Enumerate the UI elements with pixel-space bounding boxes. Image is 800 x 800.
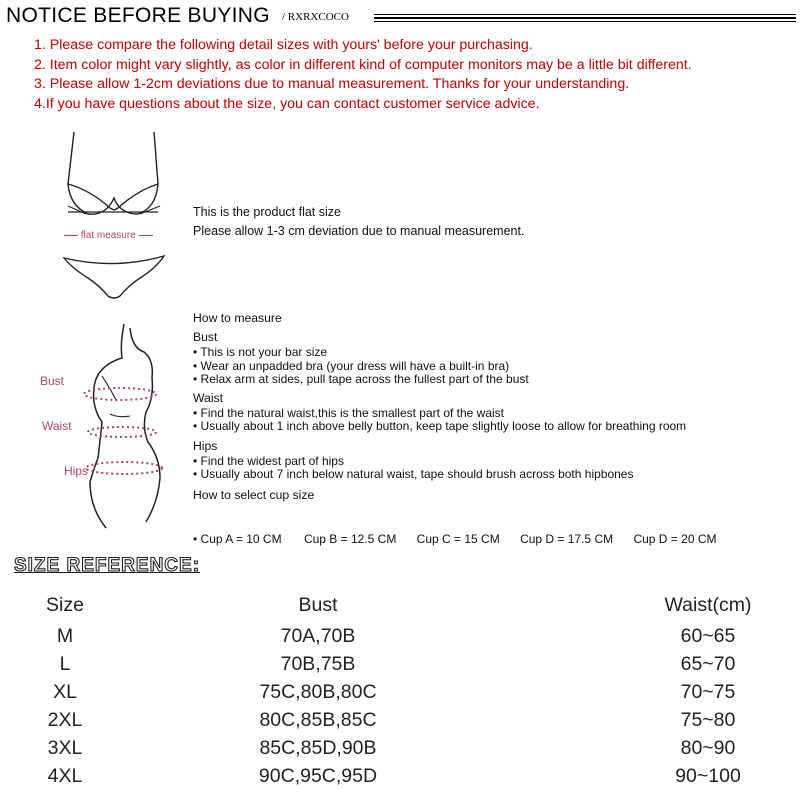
table-row <box>0 765 800 791</box>
bust-point: • Wear an unpadded bra (your dress will have a built-in bra) <box>193 358 510 373</box>
table-row <box>0 625 800 651</box>
table-row <box>0 653 800 679</box>
cup-size-list <box>193 532 734 546</box>
how-to-measure <box>193 309 793 504</box>
size-cell: 3XL <box>47 737 83 759</box>
bust-label: Bust <box>40 374 65 388</box>
size-cell: 2XL <box>47 709 83 731</box>
bust-cell: 70B,75B <box>280 653 356 675</box>
bikini-bottom-icon <box>60 248 170 303</box>
waist-point: • Find the natural waist,this is the smallest part of the waist <box>193 405 505 420</box>
flat-size-line: Please allow 1-3 cm deviation due to manual measurement. <box>193 224 525 238</box>
size-cell: 4XL <box>47 765 83 787</box>
bust-cell: 80C,85B,85C <box>259 709 377 731</box>
table-row <box>0 681 800 707</box>
header-rule <box>374 17 796 19</box>
size-reference-title: SIZE REFERENCE: <box>14 555 201 576</box>
notice-item: 3. Please allow 1-2cm deviations due to manual measurement. Thanks for your understanding. <box>34 76 630 92</box>
measure-heading: How to measure <box>193 311 282 325</box>
bust-cell: 70A,70B <box>280 625 356 647</box>
hips-point: • Find the widest part of hips <box>193 453 344 468</box>
cup-item: Cup D = 17.5 CM <box>520 532 614 546</box>
waist-point: • Usually about 1 inch above belly button, keep tape slightly loose to allow for breathing room <box>193 419 687 433</box>
bust-title: Bust <box>193 330 218 344</box>
cup-title: How to select cup size <box>193 487 315 502</box>
hips-label: Hips <box>64 464 89 478</box>
flat-size-line: This is the product flat size <box>193 205 341 219</box>
notice-item: 4.If you have questions about the size, you can contact customer service advice. <box>34 95 540 112</box>
waist-cell: 70~75 <box>680 681 736 703</box>
notice-item: 2. Item color might vary slightly, as color in different kind of computer monitors may be a little bit different. <box>34 56 692 73</box>
notice-list <box>34 36 794 114</box>
header-rule <box>374 14 796 15</box>
flat-size-text <box>193 203 524 241</box>
bust-cell: 90C,95C,95D <box>258 765 378 787</box>
bust-cell: 85C,85D,90B <box>259 737 377 759</box>
waist-cell: 90~100 <box>675 765 741 787</box>
cup-item: • Cup A = 10 CM <box>193 532 282 546</box>
waist-cell: 65~70 <box>680 653 736 675</box>
bust-point: • This is not your bar size <box>193 345 328 359</box>
header-bust: Bust <box>298 594 338 616</box>
bust-point: • Relax arm at sides, pull tape across the fullest part of the bust <box>193 372 529 386</box>
notice-header <box>6 4 796 30</box>
brand-name: / RXRXCOCO <box>282 11 349 23</box>
waist-label: Waist <box>42 419 72 433</box>
flat-measure-label: flat measure <box>80 230 136 241</box>
cup-item: Cup B = 12.5 CM <box>303 532 397 546</box>
table-row <box>0 737 800 763</box>
notice-item: 1. Please compare the following detail sizes with yours' before your purchasing. <box>34 37 533 53</box>
header-size: Size <box>46 594 84 616</box>
waist-cell: 80~90 <box>680 737 736 759</box>
cup-item: Cup D = 20 CM <box>633 532 717 546</box>
table-row <box>0 709 800 735</box>
waist-cell: 75~80 <box>680 709 736 731</box>
cup-item: Cup C = 15 CM <box>416 532 500 546</box>
waist-cell: 60~65 <box>680 625 736 647</box>
waist-title: Waist <box>193 390 224 405</box>
header-waist: Waist(cm) <box>664 594 752 616</box>
page-title: NOTICE BEFORE BUYING <box>6 4 270 27</box>
flat-measure-indicator <box>64 230 172 241</box>
size-cell: M <box>56 625 74 647</box>
hips-point: • Usually about 7 inch below natural waist, tape should brush across both hipbones <box>193 467 634 481</box>
header-rule <box>374 21 796 22</box>
bikini-top-icon <box>60 128 170 228</box>
table-header-row <box>0 594 800 620</box>
size-cell: L <box>59 653 71 675</box>
hips-title: Hips <box>193 438 218 453</box>
body-figure-icon <box>70 318 190 538</box>
bust-cell: 75C,80B,80C <box>259 681 377 703</box>
size-cell: XL <box>53 681 77 703</box>
